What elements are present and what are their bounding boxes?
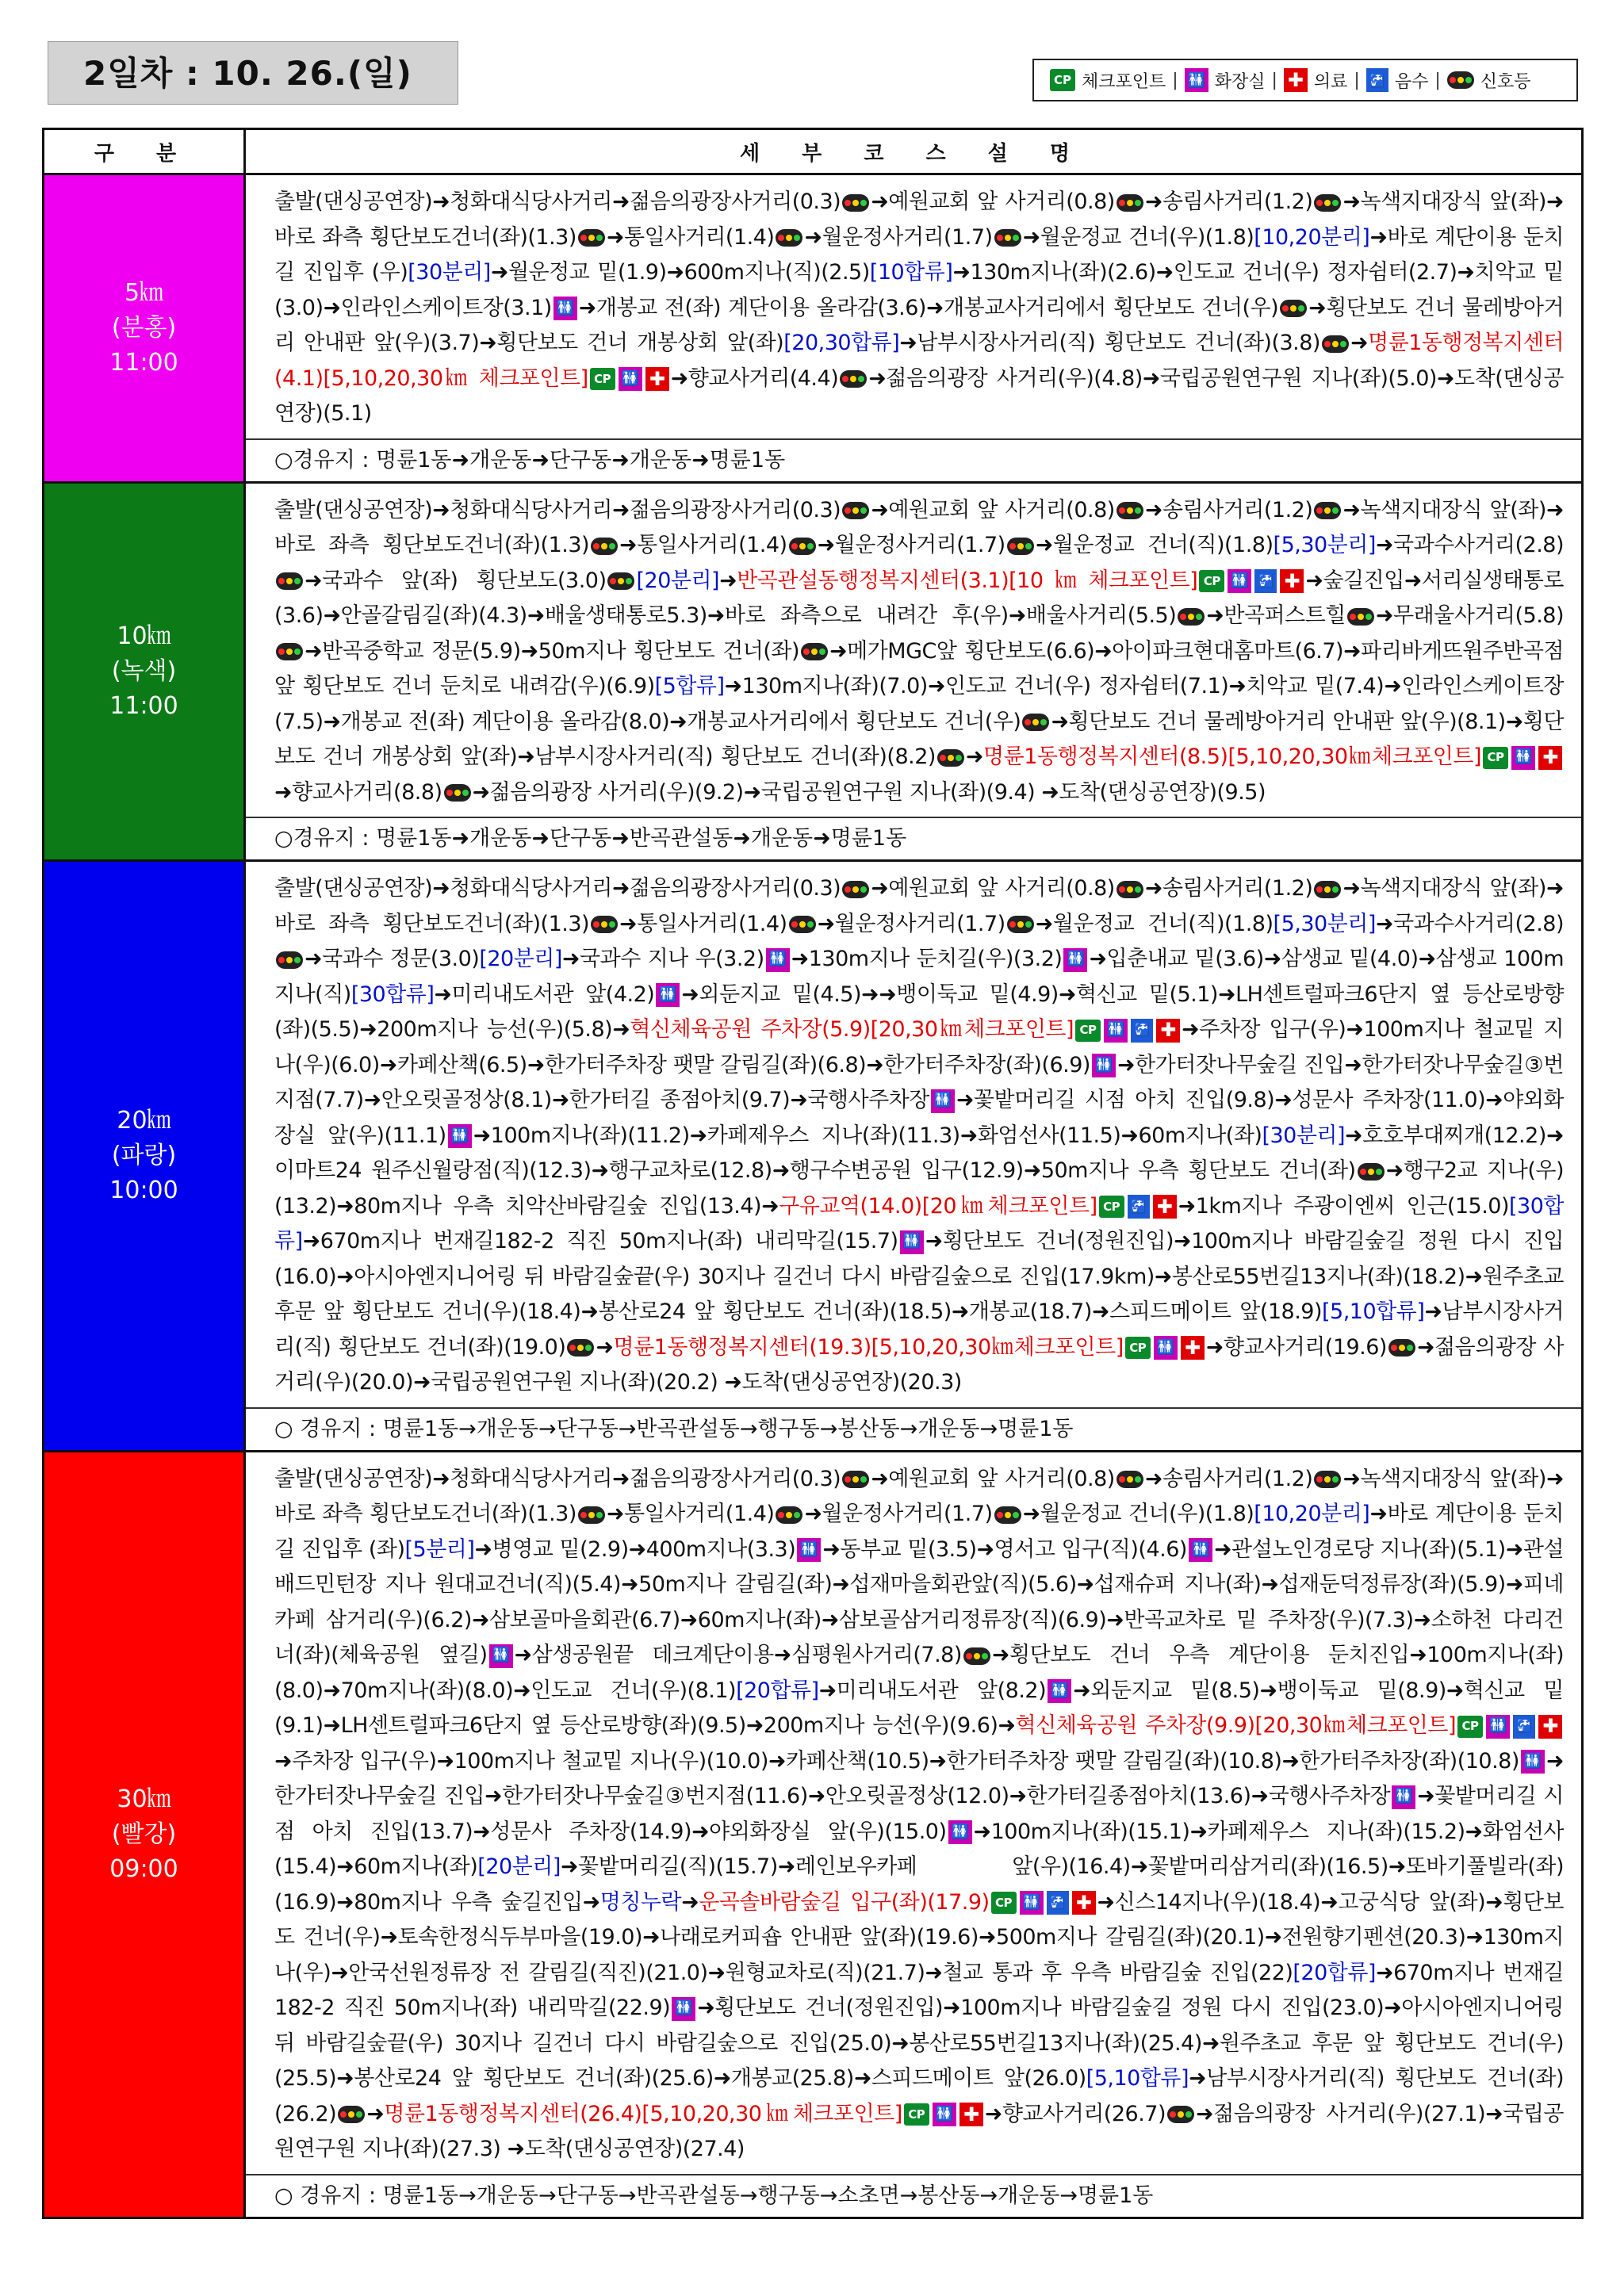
course-row-30km (44, 1451, 1583, 2218)
checkpoint-location: 구유교역(14.0)[20㎞체크포인트] (779, 1193, 1097, 1219)
legend-label: 의료 (1313, 71, 1348, 92)
course-start-time: 11:00 (109, 691, 178, 720)
course-row-10km (44, 482, 1583, 861)
traffic-light-icon (591, 916, 618, 933)
water-fountain-icon: 🚰 (1128, 1195, 1150, 1219)
traffic-light-icon (1314, 194, 1341, 212)
medical-cross-icon: ✚ (1538, 746, 1562, 770)
water-fountain-icon: 🚰 (1047, 1891, 1069, 1915)
legend-water (1366, 68, 1429, 93)
via-points: ○ 경유지 : 명륜1동→개운동→단구동→반곡관설동→행구동→봉산동→개운동→명륜1동 (246, 1407, 1581, 1450)
course-detail-5km (245, 174, 1583, 483)
traffic-light-icon (1314, 881, 1341, 898)
water-fountain-icon: 🚰 (1131, 1019, 1153, 1043)
traffic-light-icon (1167, 2106, 1194, 2123)
traffic-light-icon (591, 538, 618, 555)
checkpoint-location: 반곡관설동행정복지센터(3.1)[10㎞체크포인트] (737, 568, 1198, 593)
traffic-light-icon (1388, 1339, 1415, 1357)
restroom-icon: 🚻 (1154, 1336, 1178, 1360)
course-start-time: 09:00 (109, 1854, 178, 1883)
traffic-light-icon (1314, 502, 1341, 519)
split-merge-marker: [5,30분리] (1273, 533, 1376, 557)
traffic-light-icon (776, 229, 802, 247)
course-detail-10km (245, 482, 1583, 861)
traffic-light-icon (842, 1471, 869, 1488)
restroom-icon: 🚻 (1228, 569, 1251, 593)
restroom-icon: 🚻 (1189, 1538, 1212, 1562)
course-start-time: 10:00 (109, 1176, 178, 1204)
course-detail-20km (245, 861, 1583, 1452)
traffic-light-icon (1322, 335, 1349, 353)
checkpoint-icon: CP (590, 368, 615, 390)
traffic-light-icon (567, 1339, 594, 1357)
legend-separator: | (1172, 70, 1178, 90)
medical-cross-icon: ✚ (1284, 68, 1308, 92)
split-merge-marker: [20합류] (736, 1678, 819, 1703)
checkpoint-location: 명륜1동행정복지센터(26.4)[5,10,20,30㎞체크포인트] (384, 2101, 902, 2126)
traffic-light-icon (842, 194, 869, 212)
split-merge-marker: [20분리] (479, 947, 562, 971)
restroom-icon: 🚻 (1511, 746, 1535, 770)
legend-checkpoint (1050, 68, 1166, 93)
checkpoint-icon: CP (1075, 1020, 1101, 1042)
traffic-light-icon (1358, 1163, 1385, 1181)
medical-cross-icon: ✚ (645, 367, 669, 391)
traffic-light-icon (840, 370, 867, 388)
traffic-light-icon (789, 916, 816, 933)
traffic-light-icon (789, 538, 816, 555)
medical-cross-icon: ✚ (1538, 1715, 1562, 1739)
traffic-light-icon (1178, 608, 1205, 626)
checkpoint-location: 혁신체육공원 주차장(9.9)[20,30㎞체크포인트] (1015, 1713, 1456, 1738)
traffic-light-icon (1116, 194, 1143, 212)
traffic-light-icon (842, 502, 869, 519)
legend-separator: | (1354, 70, 1360, 90)
split-merge-marker: [20분리] (636, 568, 720, 593)
restroom-icon: 🚻 (1104, 1019, 1128, 1043)
highlight-text: 명칭누락 (599, 1889, 682, 1915)
split-merge-marker: [10,20분리] (1254, 1502, 1370, 1526)
traffic-light-icon (276, 951, 303, 969)
via-points: ○ 경유지 : 명륜1동→개운동→단구동→반곡관설동→행구동→소초면→봉산동→개운동→명륜1동 (246, 2174, 1581, 2217)
split-merge-marker: [10,20분리] (1254, 224, 1370, 250)
split-merge-marker: [5합류] (654, 674, 725, 698)
restroom-icon: 🚻 (1521, 1750, 1545, 1774)
traffic-light-icon (276, 643, 303, 660)
course-start-time: 11:00 (109, 348, 178, 377)
course-distance: 5㎞ (124, 278, 164, 307)
traffic-light-icon (1116, 502, 1143, 519)
water-fountain-icon: 🚰 (1254, 569, 1277, 593)
traffic-light-icon (607, 572, 634, 590)
restroom-icon: 🚻 (553, 297, 577, 320)
traffic-light-icon (994, 229, 1021, 247)
checkpoint-location: 운곡솔바람숲길 입구(좌)(17.9) (699, 1889, 990, 1915)
table-header-row (44, 129, 1583, 174)
checkpoint-location: 명륜1동행정복지센터(8.5)[5,10,20,30㎞체크포인트] (983, 744, 1481, 769)
restroom-icon: 🚻 (1092, 1054, 1116, 1077)
course-color: (빨강) (111, 1820, 177, 1848)
water-fountain-icon: 🚰 (1513, 1715, 1535, 1739)
traffic-light-icon (1314, 1471, 1341, 1488)
col-header-detail: 세 부 코 스 설 명 (245, 129, 1583, 174)
restroom-icon: 🚻 (1020, 1891, 1044, 1915)
restroom-icon: 🚻 (931, 1089, 955, 1113)
medical-cross-icon: ✚ (1181, 1336, 1205, 1360)
traffic-light-icon (1022, 714, 1049, 731)
split-merge-marker: [5,30분리] (1273, 911, 1376, 936)
split-merge-marker: [10합류] (869, 260, 953, 285)
traffic-light-icon (842, 881, 869, 898)
route-description: 출발(댄싱공연장)➜청화대식당사거리➜젊음의광장사거리(0.3) ➜예원교회 앞 사거리(0.8) ➜송림사거리(1.2) ➜녹색지대장식 앞(좌)➜바로 좌측 횡단보도건너(좌)(1.3) ➜통일사거리(1.4) ➜월운정사거리(1.7) ➜월운정교 건너(직)(1.8)[5,30분리]➜국과수사거리(2.8) ➜국과수 앞(좌) 횡단보도(3.0) [20분리]➜반곡관설동행정복지센터(3.1)[10㎞체크포인트] CP 🚻 🚰 ✚ ➜숲길진입➜서리실생태통로(3.6)➜안골갈림길(좌)(4.3)➜배울생태통로5.3)➜바로 좌측으로 내려간 후(우)➜배울사거리(5.5) ➜반곡퍼스트힐 ➜무래울사거리(5.8) ➜반곡중학교 정문(5.9)➜50m지나 횡단보도 건너(좌) ➜메가MGC앞 횡단보도(6.6)➜아이파크현대홈마트(6.7)➜파리바게뜨원주반곡점 앞 횡단보도 건너 둔치로 내려감(우)(6.9)[5합류]➜130m지나(좌)(7.0)➜인도교 건너(우) 정자쉼터(7.1)➜치악교 밑(7.4)➜인라인스케이트장(7.5)➜개봉교 전(좌) 계단이용 올라감(8.0)➜개봉교사거리에서 횡단보도 건너(우) ➜횡단보도 건너 물레방아거리 안내판 앞(우)(8.1)➜횡단보도 건너 개봉상회 앞(좌)➜남부시장사거리(직) 횡단보도 건너(좌)(8.2) ➜명륜1동행정복지센터(8.5)[5,10,20,30㎞체크포인트] CP 🚻 ✚➜향교사거리(8.8) ➜젊음의광장 사거리(우)(9.2)➜국립공원연구원 지나(좌)(9.4) ➜도착(댄싱공연장)(9.5) (274, 497, 1565, 805)
traffic-light-icon (276, 572, 303, 590)
checkpoint-icon: CP (991, 1892, 1017, 1914)
course-distance: 20㎞ (117, 1106, 171, 1135)
course-color: (녹색) (111, 656, 177, 685)
legend-label: 화장실 (1214, 71, 1266, 92)
split-merge-marker: [5분리] (404, 1536, 475, 1562)
legend-medical (1284, 68, 1348, 93)
medical-cross-icon: ✚ (1280, 569, 1304, 593)
traffic-light-icon (1007, 538, 1034, 555)
legend-separator: | (1271, 70, 1277, 90)
restroom-icon: 🚻 (948, 1820, 972, 1844)
split-merge-marker: [5,10합류] (1322, 1299, 1425, 1324)
water-fountain-icon: 🚰 (1366, 68, 1388, 92)
course-table (42, 128, 1584, 2219)
traffic-light-icon (937, 749, 964, 767)
medical-cross-icon: ✚ (1156, 1019, 1180, 1043)
icon-legend (1032, 59, 1578, 101)
traffic-light-icon (1447, 71, 1474, 89)
split-merge-marker: [30합류] (274, 1193, 1564, 1253)
restroom-icon: 🚻 (1048, 1679, 1071, 1703)
checkpoint-icon: CP (1199, 570, 1224, 592)
medical-cross-icon: ✚ (1072, 1891, 1096, 1915)
split-merge-marker: [5,10합류] (1086, 2066, 1189, 2091)
restroom-icon: 🚻 (672, 1997, 695, 2021)
traffic-light-icon (776, 1506, 802, 1524)
course-distance: 30㎞ (117, 1785, 171, 1813)
course-row-20km (44, 861, 1583, 1452)
restroom-icon: 🚻 (1392, 1785, 1415, 1809)
restroom-icon: 🚻 (656, 983, 680, 1007)
course-color: (분홍) (111, 313, 177, 342)
split-merge-marker: [30분리] (408, 260, 491, 285)
via-points: ○경유지 : 명륜1동➜개운동➜단구동➜개운동➜명륜1동 (246, 438, 1581, 481)
restroom-icon: 🚻 (1185, 68, 1208, 92)
split-merge-marker: [30합류] (350, 982, 435, 1007)
route-description: 출발(댄싱공연장)➜청화대식당사거리➜젊음의광장사거리(0.3) ➜예원교회 앞 사거리(0.8) ➜송림사거리(1.2) ➜녹색지대장식 앞(좌)➜바로 좌측 횡단보도건너(좌)(1.3) ➜통일사거리(1.4) ➜월운정사거리(1.7) ➜월운정교 건너(우)(1.8)[10,20분리]➜바로 계단이용 둔치길 진입후 (좌)[5분리]➜병영교 밑(2.9)➜400m지나(3.3) 🚻 ➜동부교 밑(3.5)➜영서고 입구(직)(4.6) 🚻 ➜관설노인경로당 지나(좌)(5.1)➜관설배드민턴장 지나 원대교건너(직)(5.4)➜50m지나 갈림길(좌)➜섭재마을회관앞(직)(5.6)➜섭재슈퍼 지나(좌)➜섭재둔덕정류장(좌)(5.9)➜피네카페 삼거리(우)(6.2)➜삼보골마을회관(6.7)➜60m지나(좌)➜삼보골삼거리정류장(직)(6.9)➜반곡교차로 밑 주차장(우)(7.3)➜소하천 다리건너(좌)(체육공원 옆길) 🚻 ➜삼생공원끝 데크계단이용➜심평원사거리(7.8) ➜횡단보도 건너 우측 계단이용 둔치진입➜100m지나(좌)(8.0)➜70m지나(좌)(8.0)➜인도교 건너(우)(8.1)[20합류]➜미리내도서관 앞(8.2) 🚻 ➜외둔지교 밑(8.5)➜뱅이둑교 밑(8.9)➜혁신교 밑(9.1)➜LH센트럴파크6단지 옆 등산로방향(좌)(9.5)➜200m지나 능선(우)(9.6)➜혁신체육공원 주차장(9.9)[20,30㎞체크포인트] CP 🚻 🚰 ✚➜주차장 입구(우)➜100m지나 철교밑 지나(우)(10.0)➜카페산책(10.5)➜한가터주차장 팻말 갈림길(좌)(10.8)➜한가터주차장(좌)(10.8) 🚻 ➜한가터잣나무숲길 진입➜한가터잣나무숲길③번지점(11.6)➜안오릿골정상(12.0)➜한가터길종점아치(13.6)➜국행사주차장 🚻 ➜꽃밭머리길 시점 아치 진입(13.7)➜성문사 주차장(14.9)➜야외화장실 앞(우)(15.0) 🚻 ➜100m지나(좌)(15.1)➜카페제우스 지나(좌)(15.2)➜화엄선사(15.4)➜60m지나(좌)[20분리]➜꽃밭머리길(직)(15.7)➜레인보우카페 앞(우)(16.4)➜꽃밭머리삼거리(좌)(16.5)➜또바기풀빌라(좌)(16.9)➜80m지나 우측 숲길진입➜명칭누락➜운곡솔바람숲길 입구(좌)(17.9) CP 🚻 🚰 ✚ ➜신스14지나(우)(18.4)➜고궁식당 앞(좌)➜횡단보도 건너(우)➜토속한정식두부마을(19.0)➜나래로커피숍 안내판 앞(좌)(19.6)➜500m지나 갈림길(좌)(20.1)➜전원향기펜션(20.3)➜130m지나(우)➜안국선원정류장 전 갈림길(직진)(21.0)➜원형교차로(직)(21.7)➜철교 통과 후 우측 바람길숲 진입(22)[20합류]➜670m지나 번재길182-2 직진 50m지나(좌) 내리막길(22.9) 🚻 ➜횡단보도 건너(정원진입)➜100m지나 바람길숲길 정원 다시 진입(23.0)➜아시아엔지니어링 뒤 바람길숲끝(우) 30지나 길건너 다시 바람길숲으로 진입(25.0)➜봉산로55번길13지나(좌)(25.4)➜원주초교 후문 앞 횡단보도 건너(우)(25.5)➜봉산로24 앞 횡단보도 건너(좌)(25.6)➜개봉교(25.8)➜스피드메이트 앞(26.0)[5,10합류]➜남부시장사거리(직) 횡단보도 건너(좌)(26.2) ➜명륜1동행정복지센터(26.4)[5,10,20,30㎞체크포인트] CP 🚻 ✚ ➜향교사거리(26.7) ➜젊음의광장 사거리(우)(27.1)➜국립공원연구원 지나(좌)(27.3) ➜도착(댄싱공연장)(27.4) (274, 1466, 1565, 2161)
restroom-icon: 🚻 (797, 1538, 821, 1562)
traffic-light-icon (1280, 300, 1307, 317)
traffic-light-icon (444, 784, 471, 802)
legend-label: 체크포인트 (1082, 71, 1166, 92)
checkpoint-icon: CP (1050, 69, 1075, 91)
course-label-10km (44, 482, 245, 861)
course-color: (파랑) (111, 1141, 177, 1169)
restroom-icon: 🚻 (1486, 1715, 1510, 1739)
restroom-icon: 🚻 (619, 367, 642, 391)
legend-separator: | (1434, 70, 1441, 90)
split-merge-marker: [20분리] (477, 1854, 561, 1879)
course-label-5km (44, 174, 245, 483)
course-label-20km (44, 861, 245, 1452)
medical-cross-icon: ✚ (959, 2103, 983, 2126)
restroom-icon: 🚻 (448, 1124, 472, 1148)
route-description: 출발(댄싱공연장)➜청화대식당사거리➜젊음의광장사거리(0.3) ➜예원교회 앞 사거리(0.8) ➜송림사거리(1.2) ➜녹색지대장식 앞(좌)➜바로 좌측 횡단보도건너(좌)(1.3) ➜통일사거리(1.4) ➜월운정사거리(1.7) ➜월운정교 건너(직)(1.8)[5,30분리]➜국과수사거리(2.8) ➜국과수 정문(3.0)[20분리]➜국과수 지나 우(3.2) 🚻 ➜130m지나 둔치길(우)(3.2) 🚻 ➜입춘내교 밑(3.6)➜삼생교 밑(4.0)➜삼생교 100m지나(직)[30합류]➜미리내도서관 앞(4.2) 🚻 ➜외둔지교 밑(4.5)➜➜뱅이둑교 밑(4.9)➜혁신교 밑(5.1)➜LH센트럴파크6단지 옆 등산로방향(좌)(5.5)➜200m지나 능선(우)(5.8)➜혁신체육공원 주차장(5.9)[20,30㎞체크포인트] CP 🚻 🚰 ✚ ➜주차장 입구(우)➜100m지나 철교밑 지나(우)(6.0)➜카페산책(6.5)➜한가터주차장 팻말 갈림길(좌)(6.8)➜한가터주차장(좌)(6.9) 🚻 ➜한가터잣나무숲길 진입➜한가터잣나무숲길③번지점(7.7)➜안오릿골정상(8.1)➜한가터길 종점아치(9.7)➜국행사주차장 🚻 ➜꽃밭머리길 시점 아치 진입(9.8)➜성문사 주차장(11.0)➜야외화장실 앞(우)(11.1) 🚻 ➜100m지나(좌)(11.2)➜카페제우스 지나(좌)(11.3)➜화엄선사(11.5)➜60m지나(좌)[30분리]➜호호부대찌개(12.2)➜이마트24 원주신월랑점(직)(12.3)➜행구교차로(12.8)➜행구수변공원 입구(12.9)➜50m지나 우측 횡단보도 건너(좌) ➜행구2교 지나(우)(13.2)➜80m지나 우측 치악산바람길숲 진입(13.4)➜구유교역(14.0)[20㎞체크포인트] CP 🚰 ✚ ➜1km지나 주광이엔씨 인근(15.0)[30합류]➜670m지나 번재길182-2 직진 50m지나(좌) 내리막길(15.7) 🚻 ➜횡단보도 건너(정원진입)➜100m지나 바람길숲길 정원 다시 진입(16.0)➜아시아엔지니어링 뒤 바람길숲끝(우) 30지나 길건너 다시 바람길숲으로 진입(17.9km)➜봉산로55번길13지나(좌)(18.2)➜원주초교 후문 앞 횡단보도 건너(우)(18.4)➜봉산로24 앞 횡단보도 건너(좌)(18.5)➜개봉교(18.7)➜스피드메이트 앞(18.9)[5,10합류]➜남부시장사거리(직) 횡단보도 건너(좌)(19.0) ➜명륜1동행정복지센터(19.3)[5,10,20,30㎞체크포인트] CP 🚻 ✚ ➜향교사거리(19.6) ➜젊음의광장 사거리(우)(20.0)➜국립공원연구원 지나(좌)(20.2) ➜도착(댄싱공연장)(20.3) (274, 876, 1565, 1395)
restroom-icon: 🚻 (1063, 948, 1087, 972)
medical-cross-icon: ✚ (1153, 1195, 1177, 1219)
traffic-light-icon (1347, 608, 1374, 626)
split-merge-marker: [30분리] (1262, 1123, 1346, 1148)
course-label-30km (44, 1451, 245, 2218)
traffic-light-icon (1116, 1471, 1143, 1488)
traffic-light-icon (338, 2106, 365, 2123)
checkpoint-icon: CP (1125, 1337, 1151, 1359)
checkpoint-icon: CP (1483, 747, 1508, 769)
course-detail-30km (245, 1451, 1583, 2218)
traffic-light-icon (1116, 881, 1143, 898)
traffic-light-icon (578, 229, 605, 247)
checkpoint-location: 혁신체육공원 주차장(5.9)[20,30㎞체크포인트] (630, 1017, 1074, 1042)
via-points: ○경유지 : 명륜1동➜개운동➜단구동➜반곡관설동➜개운동➜명륜1동 (246, 817, 1581, 859)
restroom-icon: 🚻 (900, 1230, 924, 1254)
day-title: 2일차 : 10. 26.(일) (48, 41, 458, 105)
checkpoint-icon: CP (904, 2103, 929, 2126)
route-description: 출발(댄싱공연장)➜청화대식당사거리➜젊음의광장사거리(0.3) ➜예원교회 앞 사거리(0.8) ➜송림사거리(1.2) ➜녹색지대장식 앞(좌)➜바로 좌측 횡단보도건너(좌)(1.3) ➜통일사거리(1.4) ➜월운정사거리(1.7) ➜월운정교 건너(우)(1.8)[10,20분리]➜바로 계단이용 둔치길 진입후 (우)[30분리]➜월운정교 밑(1.9)➜600m지나(직)(2.5)[10합류]➜130m지나(좌)(2.6)➜인도교 건너(우) 정자쉼터(2.7)➜치악교 밑(3.0)➜인라인스케이트장(3.1) 🚻 ➜개봉교 전(좌) 계단이용 올라감(3.6)➜개봉교사거리에서 횡단보도 건너(우) ➜횡단보도 건너 물레방아거리 안내판 앞(우)(3.7)➜횡단보도 건너 개봉상회 앞(좌)[20,30합류]➜남부시장사거리(직) 횡단보도 건너(좌)(3.8) ➜명륜1동행정복지센터(4.1)[5,10,20,30㎞ 체크포인트] CP 🚻 ✚ ➜향교사거리(4.4) ➜젊음의광장 사거리(우)(4.8)➜국립공원연구원 지나(좌)(5.0)➜도착(댄싱공연장)(5.1) (274, 189, 1565, 426)
traffic-light-icon (578, 1506, 605, 1524)
checkpoint-location: 명륜1동행정복지센터(19.3)[5,10,20,30㎞체크포인트] (613, 1334, 1124, 1360)
col-header-category: 구 분 (44, 129, 245, 174)
restroom-icon: 🚻 (489, 1644, 513, 1668)
checkpoint-icon: CP (1099, 1196, 1124, 1218)
legend-label: 음수 (1394, 71, 1429, 92)
traffic-light-icon (801, 643, 828, 660)
course-row-5km (44, 174, 1583, 483)
checkpoint-icon: CP (1457, 1716, 1483, 1738)
legend-restroom (1185, 68, 1266, 93)
restroom-icon: 🚻 (933, 2103, 956, 2126)
split-merge-marker: [20,30합류] (783, 331, 900, 355)
split-merge-marker: [20합류] (1293, 1960, 1376, 1985)
traffic-light-icon (963, 1647, 990, 1665)
course-distance: 10㎞ (117, 622, 171, 650)
legend-label: 신호등 (1480, 71, 1531, 92)
traffic-light-icon (1007, 916, 1034, 933)
restroom-icon: 🚻 (766, 948, 790, 972)
traffic-light-icon (994, 1506, 1021, 1524)
checkpoint-location: 명륜1동행정복지센터(4.1)[5,10,20,30㎞ 체크포인트] (274, 331, 1564, 391)
legend-traffic-light (1447, 68, 1531, 93)
